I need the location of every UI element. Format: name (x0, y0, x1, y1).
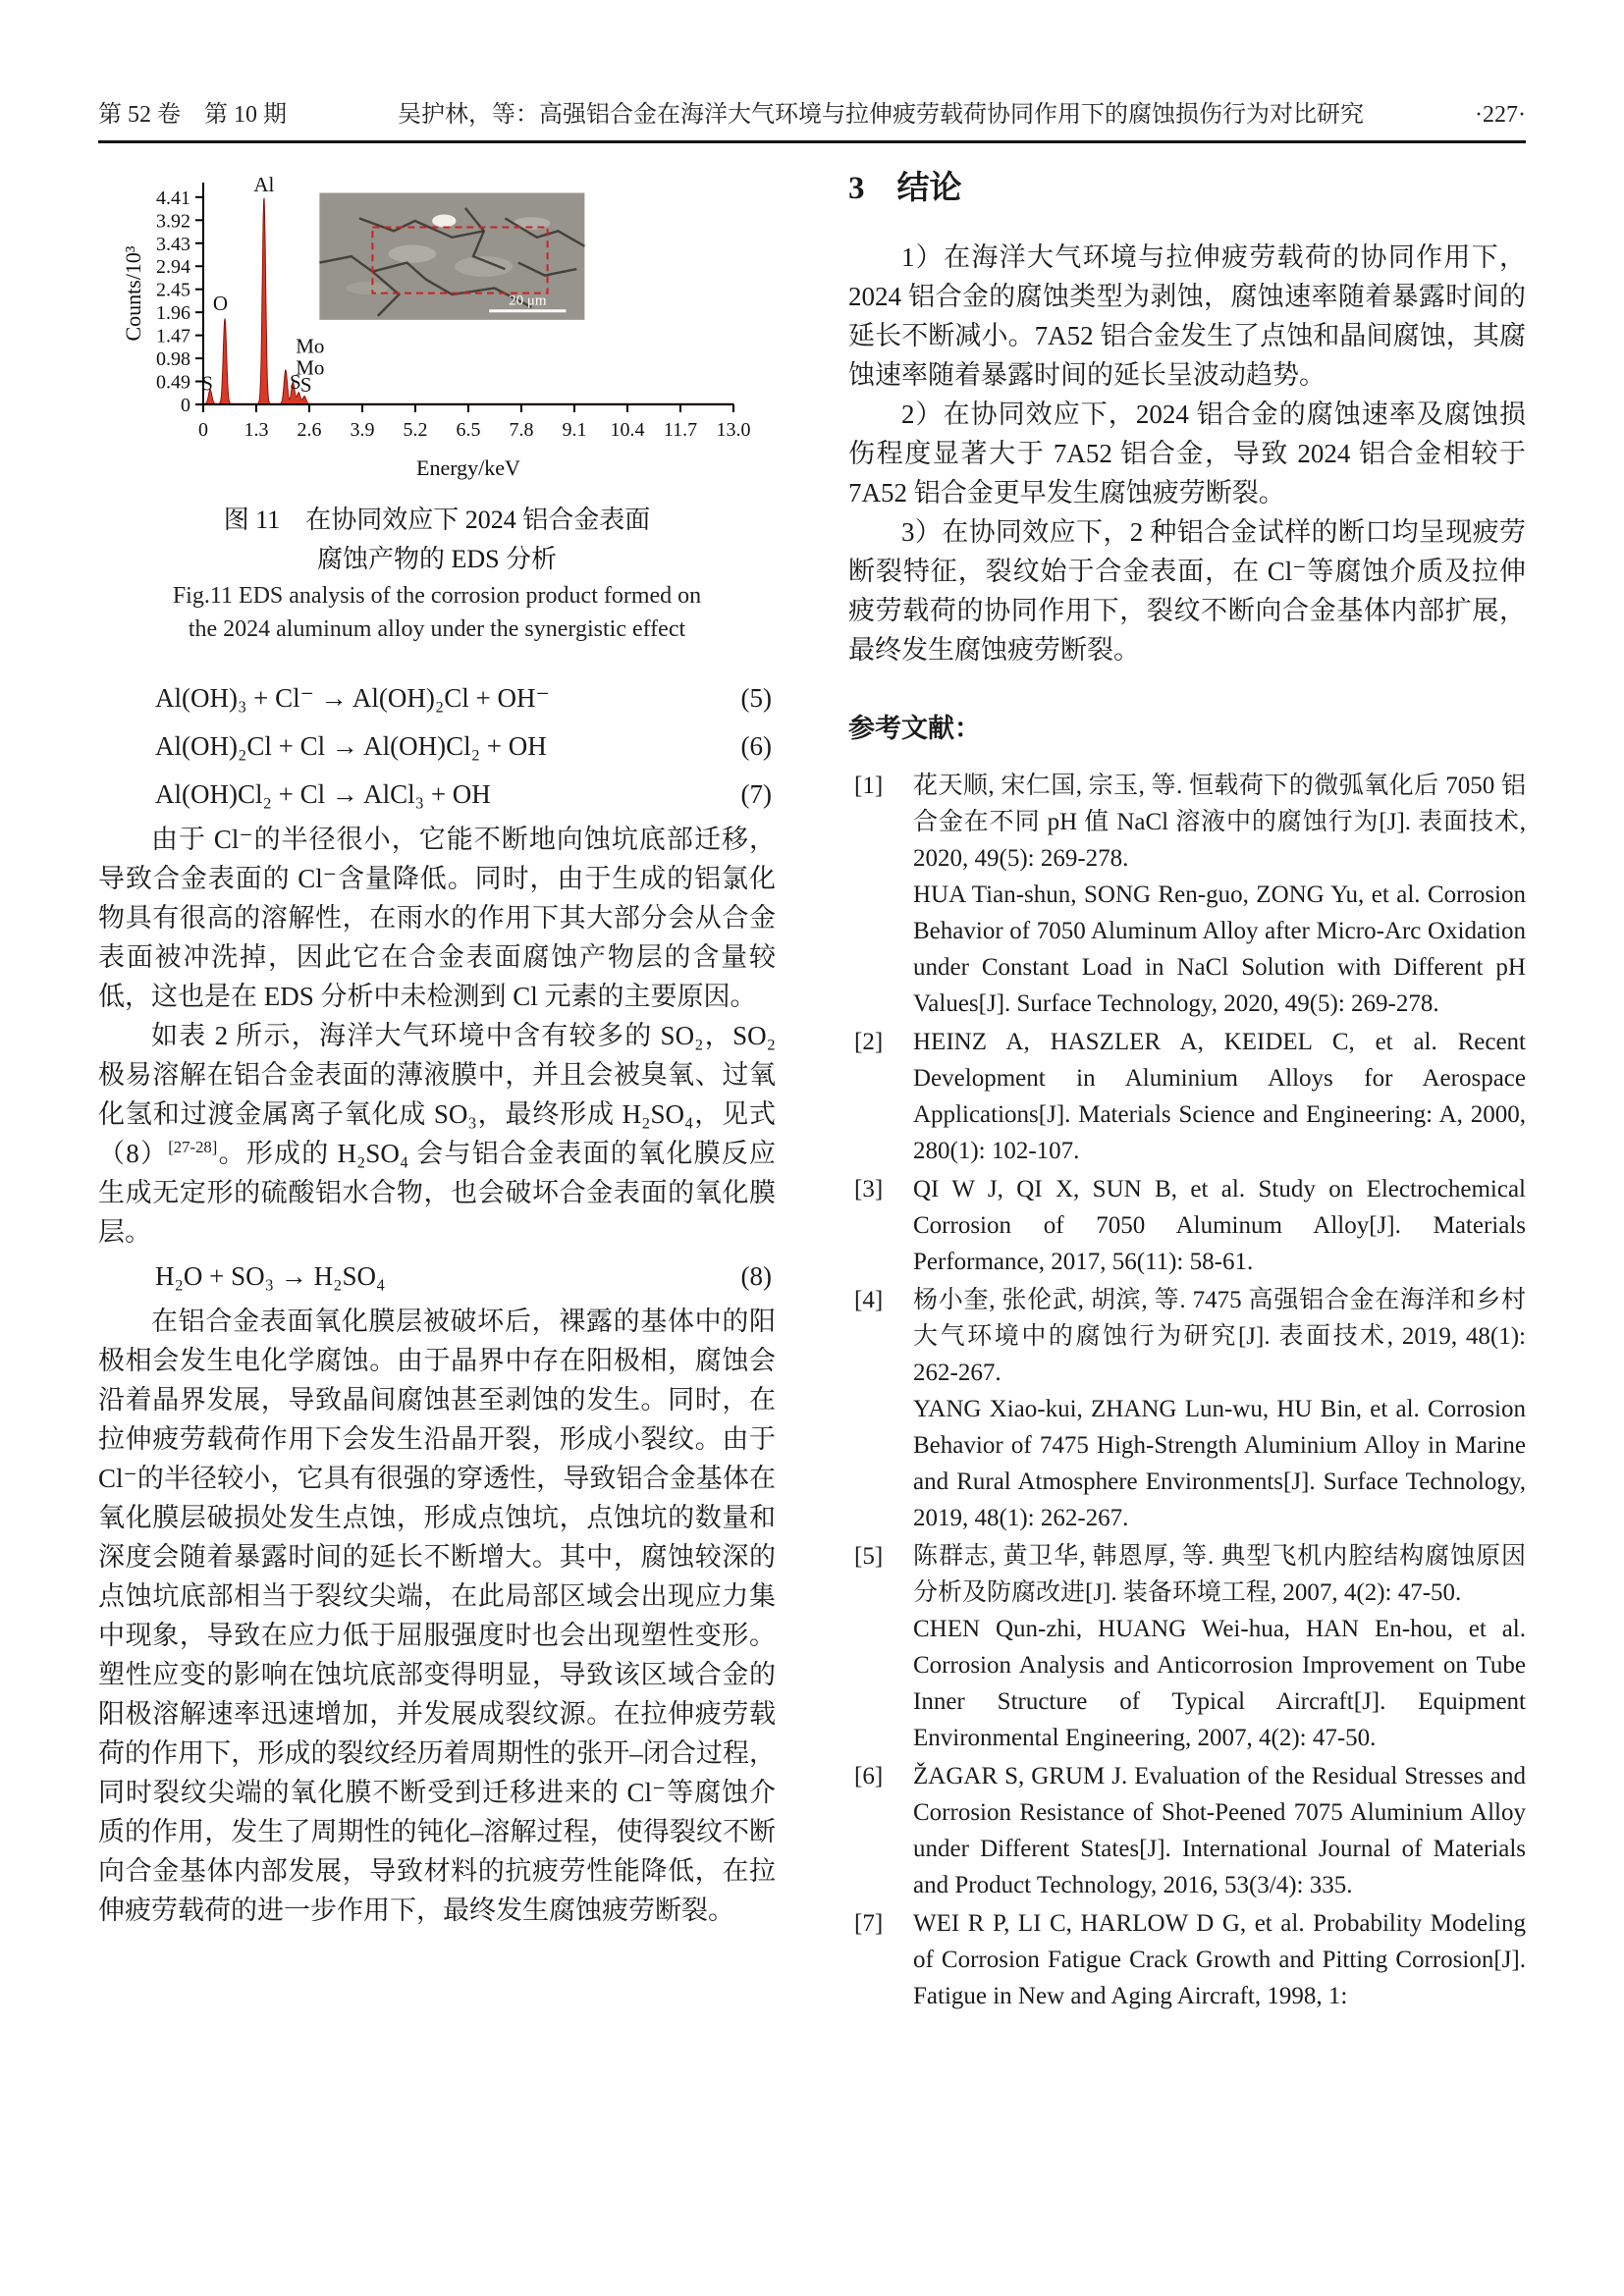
svg-text:6.5: 6.5 (456, 419, 481, 441)
reference-item (848, 768, 1526, 1022)
reference-number: [5] (854, 1543, 884, 1570)
svg-text:10.4: 10.4 (610, 419, 645, 441)
reference-text (913, 1282, 1526, 1536)
reference-line: ŽAGAR S, GRUM J. Evaluation of the Residual Stresses and Corrosion Resistance of Shot-Peened 7075 Aluminium Alloy under Different States[J]. International Journal of Materials and Product Technology, 2016, 53(3/4): 335. (913, 1763, 1526, 1898)
figure-11-caption (98, 501, 776, 646)
reference-item (848, 1538, 1526, 1756)
reference-number: [2] (854, 1029, 884, 1055)
peak-label-O: O (212, 292, 229, 316)
svg-text:7.8: 7.8 (509, 419, 534, 441)
equation-8-formula: H₂O + SO₃ → H₂SO₄ (155, 1261, 386, 1291)
svg-text:1.47: 1.47 (156, 325, 190, 347)
reference-line: YANG Xiao-kui, ZHANG Lun-wu, HU Bin, et al. Corrosion Behavior of 7475 High-Strength Aluminium Alloy in Marine and Rural Atmosphere Environments[J]. Surface Technology, 2019, 48(1): 262-267. (913, 1396, 1526, 1531)
reference-number: [3] (854, 1176, 884, 1202)
reference-line: WEI R P, LI C, HARLOW D G, et al. Probability Modeling of Corrosion Fatigue Crack Growth and Pitting Corrosion[J]. Fatigue in New and Aging Aircraft, 1998, 1: (913, 1910, 1526, 2009)
equation-6-formula: Al(OH)₂Cl + Cl → Al(OH)Cl₂ + OH (155, 731, 547, 761)
two-column-body (98, 167, 1526, 2016)
svg-text:2.6: 2.6 (297, 419, 322, 441)
left-column (98, 167, 776, 2016)
svg-text:0: 0 (181, 395, 190, 416)
reference-text (913, 1905, 1526, 2014)
reference-text (913, 1538, 1526, 1756)
equation-7-number: (7) (740, 779, 772, 809)
equation-8 (98, 1254, 776, 1300)
svg-text:0.98: 0.98 (156, 348, 190, 371)
reference-number: [7] (854, 1910, 884, 1937)
header-volume-issue: 第 52 卷 第 10 期 (98, 102, 287, 128)
equation-8-number: (8) (740, 1261, 772, 1291)
reference-line: 陈群志, 黄卫华, 韩恩厚, 等. 典型飞机内腔结构腐蚀原因分析及防腐改进[J]. 装备环境工程, 2007, 4(2): 47-50. (913, 1543, 1526, 1606)
peak-label-Mo: Mo (296, 355, 325, 380)
reference-line: 花天顺, 宋仁国, 宗玉, 等. 恒载荷下的微弧氧化后 7050 铝合金在不同 pH 值 NaCl 溶液中的腐蚀行为[J]. 表面技术, 2020, 49(5): 269-278. (913, 773, 1526, 872)
equation-5-formula: Al(OH)₃ + Cl⁻ → Al(OH)₂Cl + OH⁻ (155, 683, 550, 713)
svg-text:4.41: 4.41 (156, 187, 190, 209)
svg-text:9.1: 9.1 (562, 419, 587, 441)
reference-line: HUA Tian-shun, SONG Ren-guo, ZONG Yu, et al. Corrosion Behavior of 7050 Aluminum Alloy after Micro-Arc Oxidation under Constant Load in NaCl Solution with Different pH Values[J]. Surface Technology, 2020, 49(5): 269-278. (913, 881, 1526, 1017)
y-axis-label: Counts/10³ (121, 245, 145, 342)
reference-line: CHEN Qun-zhi, HUANG Wei-hua, HAN En-hou, et al. Corrosion Analysis and Anticorrosion Improvement on Tube Inner Structure of Typical Aircraft[J]. Equipment Environmental Engineering, 2007, 4(2): 47-50. (913, 1616, 1526, 1751)
reference-line: HEINZ A, HASZLER A, KEIDEL C, et al. Recent Development in Aluminium Alloys for Aerospace Applications[J]. Materials Science and Engineering: A, 2000, 280(1): 102-107. (913, 1029, 1526, 1164)
references-heading: 参考文献： (848, 714, 981, 743)
conclusion-point-3: 3）在协同效应下，2 种铝合金试样的断口均呈现疲劳断裂特征，裂纹始于合金表面，在 Cl⁻等腐蚀介质及拉伸疲劳载荷的协同作用下，裂纹不断向合金基体内部扩展，最终发生腐蚀疲劳断裂。 (848, 517, 1526, 665)
reference-text (913, 1024, 1526, 1169)
svg-text:5.2: 5.2 (403, 419, 428, 441)
peak-label-Al: Al (253, 173, 275, 197)
eds-spectrum-chart (98, 167, 776, 483)
paragraph-chloride: 由于 Cl⁻的半径很小，它能不断地向蚀坑底部迁移，导致合金表面的 Cl⁻含量降低。同时，由于生成的铝氯化物具有很高的溶解性，在雨水的作用下其大部分会从合金表面被冲洗掉，因此它在合金表面腐蚀产物层的含量较低，这也是在 EDS 分析中未检测到 Cl 元素的主要原因。 (98, 825, 776, 1011)
reference-item (848, 1171, 1526, 1280)
reference-text (913, 1758, 1526, 1903)
conclusion-point-2: 2）在协同效应下，2024 铝合金的腐蚀速率及腐蚀损伤程度显著大于 7A52 铝合金，导致 2024 铝合金相较于 7A52 铝合金更早发生腐蚀疲劳断裂。 (848, 400, 1526, 507)
reference-item (848, 1905, 1526, 2014)
equation-7 (98, 772, 776, 818)
page-header (98, 94, 1526, 129)
sem-inset-image (319, 193, 584, 320)
peak-label-S: S (290, 370, 301, 395)
equation-6 (98, 723, 776, 770)
svg-text:0.49: 0.49 (156, 371, 190, 394)
equation-7-formula: Al(OH)Cl₂ + Cl → AlCl₃ + OH (155, 779, 491, 809)
paragraph-so2 (98, 1016, 776, 1252)
svg-text:11.7: 11.7 (663, 419, 698, 441)
svg-text:3.43: 3.43 (156, 233, 190, 255)
inset-scale-label: 20 μm (509, 293, 547, 309)
svg-text:3.92: 3.92 (156, 210, 190, 233)
conclusion-point-1: 1）在海洋大气环境与拉伸疲劳载荷的协同作用下，2024 铝合金的腐蚀类型为剥蚀，腐蚀速率随着暴露时间的延长不断减小。7A52 铝合金发生了点蚀和晶间腐蚀，其腐蚀速率随着暴露时间的延长呈波动趋势。 (848, 242, 1526, 390)
reference-text (913, 768, 1526, 1022)
reference-line: 杨小奎, 张伦武, 胡滨, 等. 7475 高强铝合金在海洋和乡村大气环境中的腐蚀行为研究[J]. 表面技术, 2019, 48(1): 262-267. (913, 1287, 1526, 1386)
reference-number: [1] (854, 773, 884, 799)
x-axis-label: Energy/keV (416, 455, 520, 480)
reference-item (848, 1282, 1526, 1536)
reference-number: [4] (854, 1287, 884, 1313)
right-column (848, 167, 1526, 2016)
reference-item (848, 1024, 1526, 1169)
reference-number: [6] (854, 1763, 884, 1789)
equation-5-number: (5) (740, 683, 772, 713)
svg-text:2.94: 2.94 (156, 256, 190, 279)
paragraph-fatigue-mechanism: 在铝合金表面氧化膜层被破坏后，裸露的基体中的阳极相会发生电化学腐蚀。由于晶界中存在阳极相，腐蚀会沿着晶界发展，导致晶间腐蚀甚至剥蚀的发生。同时，在拉伸疲劳载荷作用下会发生沿晶开裂，形成小裂纹。由于 Cl⁻的半径较小，它具有很强的穿透性，导致铝合金基体在氧化膜层破损处发生点蚀，形成点蚀坑，点蚀坑的数量和深度会随着暴露时间的延长不断增大。其中，腐蚀较深的点蚀坑底部相当于裂纹尖端，在此局部区域会出现应力集中现象，导致在应力低于屈服强度时也会出现塑性变形。塑性应变的影响在蚀坑底部变得明显，导致该区域合金的阳极溶解速率迅速增加，并发展成裂纹源。在拉伸疲劳载荷的作用下，形成的裂纹经历着周期性的张开–闭合过程，同时裂纹尖端的氧化膜不断受到迁移进来的 Cl⁻等腐蚀介质的作用，发生了周期性的钝化–溶解过程，使得裂纹不断向合金基体内部发展，导致材料的抗疲劳性能降低，在拉伸疲劳载荷的进一步作用下，最终发生腐蚀疲劳断裂。 (98, 1307, 776, 1925)
header-rule (98, 140, 1526, 143)
caption-cn-line2: 腐蚀产物的 EDS 分析 (316, 545, 558, 573)
svg-text:0: 0 (198, 419, 208, 441)
svg-text:1.96: 1.96 (156, 302, 190, 325)
peak-label-S: S (201, 371, 213, 396)
conclusion-heading: 3 结论 (848, 171, 962, 206)
svg-text:1.3: 1.3 (244, 419, 269, 441)
caption-en-line2: the 2024 aluminum alloy under the synergistic effect (188, 616, 686, 642)
peak-label-Mo: Mo (296, 334, 325, 358)
svg-text:2.45: 2.45 (156, 279, 190, 301)
eds-spectrum-svg (119, 167, 755, 483)
equation-5 (98, 675, 776, 721)
reference-item (848, 1758, 1526, 1903)
svg-text:3.9: 3.9 (350, 419, 375, 441)
caption-en-line1: Fig.11 EDS analysis of the corrosion product formed on (172, 583, 702, 609)
paragraph-so2-text-2: 。形成的 H₂SO₄ 会与铝合金表面的氧化膜反应生成无定形的硫酸铝水合物，也会破坏合金表面的氧化膜层。 (98, 1139, 777, 1247)
reference-text (913, 1171, 1526, 1280)
equation-6-number: (6) (740, 731, 772, 761)
peak-label-S: S (299, 373, 312, 398)
header-page-number: ·227· (1475, 102, 1526, 128)
svg-text:13.0: 13.0 (716, 419, 751, 441)
references-list (848, 768, 1526, 2014)
paragraph-so2-text-1: 如表 2 所示，海洋大气环境中含有较多的 SO₂，SO₂ 极易溶解在铝合金表面的薄液膜中，并且会被臭氧、过氧化氢和过渡金属离子氧化成 SO₃，最终形成 H₂SO₄，见式（8） (98, 1021, 776, 1168)
figure-11 (98, 167, 776, 646)
citation-superscript: [27-28] (168, 1138, 218, 1156)
header-running-title: 吴护林，等：高强铝合金在海洋大气环境与拉伸疲劳载荷协同作用下的腐蚀损伤行为对比研究 (398, 102, 1364, 128)
reference-line: QI W J, QI X, SUN B, et al. Study on Electrochemical Corrosion of 7050 Aluminum Alloy[J]. Materials Performance, 2017, 56(11): 58-61. (913, 1176, 1526, 1275)
caption-cn-line1: 图 11 在协同效应下 2024 铝合金表面 (223, 506, 651, 534)
